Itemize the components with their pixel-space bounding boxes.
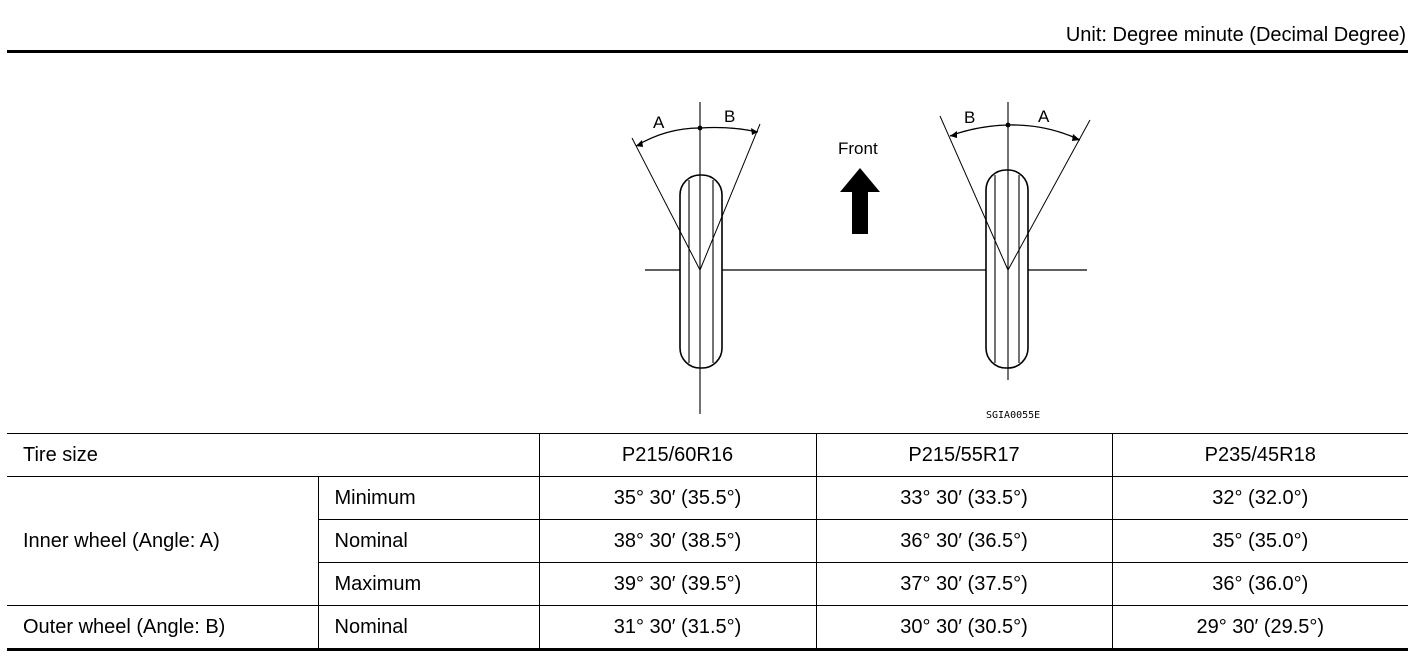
- table-cell: 39° 30′ (39.5°): [539, 563, 816, 606]
- tire-size-col-3: P235/45R18: [1112, 434, 1408, 477]
- table-cell: 36° 30′ (36.5°): [816, 520, 1112, 563]
- table-cell: 36° (36.0°): [1112, 563, 1408, 606]
- inner-wheel-label: Inner wheel (Angle: A): [7, 477, 318, 606]
- front-arrow-icon: [840, 168, 880, 234]
- tire-size-col-1: P215/60R16: [539, 434, 816, 477]
- table-cell: 31° 30′ (31.5°): [539, 606, 816, 650]
- right-label-a: A: [1038, 107, 1050, 126]
- table-row: [7, 606, 1408, 650]
- front-label: Front: [838, 139, 878, 158]
- figure-code: SGIA0055E: [986, 410, 1041, 421]
- table-cell: 35° (35.0°): [1112, 520, 1408, 563]
- table-cell: 29° 30′ (29.5°): [1112, 606, 1408, 650]
- table-row: [7, 477, 1408, 520]
- turning-angle-diagram: [600, 90, 1120, 430]
- table-cell: 35° 30′ (35.5°): [539, 477, 816, 520]
- tire-size-col-2: P215/55R17: [816, 434, 1112, 477]
- row-label: Minimum: [318, 477, 539, 520]
- turning-angle-svg: [600, 90, 1120, 430]
- right-wheel: [940, 102, 1090, 380]
- table-cell: 38° 30′ (38.5°): [539, 520, 816, 563]
- table-cell: 37° 30′ (37.5°): [816, 563, 1112, 606]
- outer-wheel-label: Outer wheel (Angle: B): [7, 606, 318, 650]
- right-label-b: B: [964, 108, 976, 127]
- table-header-row: [7, 434, 1408, 477]
- left-label-b: B: [724, 107, 736, 126]
- row-label: Nominal: [318, 520, 539, 563]
- left-wheel: [632, 102, 760, 414]
- row-label: Nominal: [318, 606, 539, 650]
- table-cell: 32° (32.0°): [1112, 477, 1408, 520]
- table-cell: 30° 30′ (30.5°): [816, 606, 1112, 650]
- table-cell: 33° 30′ (33.5°): [816, 477, 1112, 520]
- unit-label: Unit: Degree minute (Decimal Degree): [1065, 24, 1406, 46]
- tire-size-label: Tire size: [7, 434, 539, 477]
- tire-angle-table: [7, 433, 1408, 651]
- left-label-a: A: [653, 113, 665, 132]
- row-label: Maximum: [318, 563, 539, 606]
- top-rule: [7, 50, 1408, 53]
